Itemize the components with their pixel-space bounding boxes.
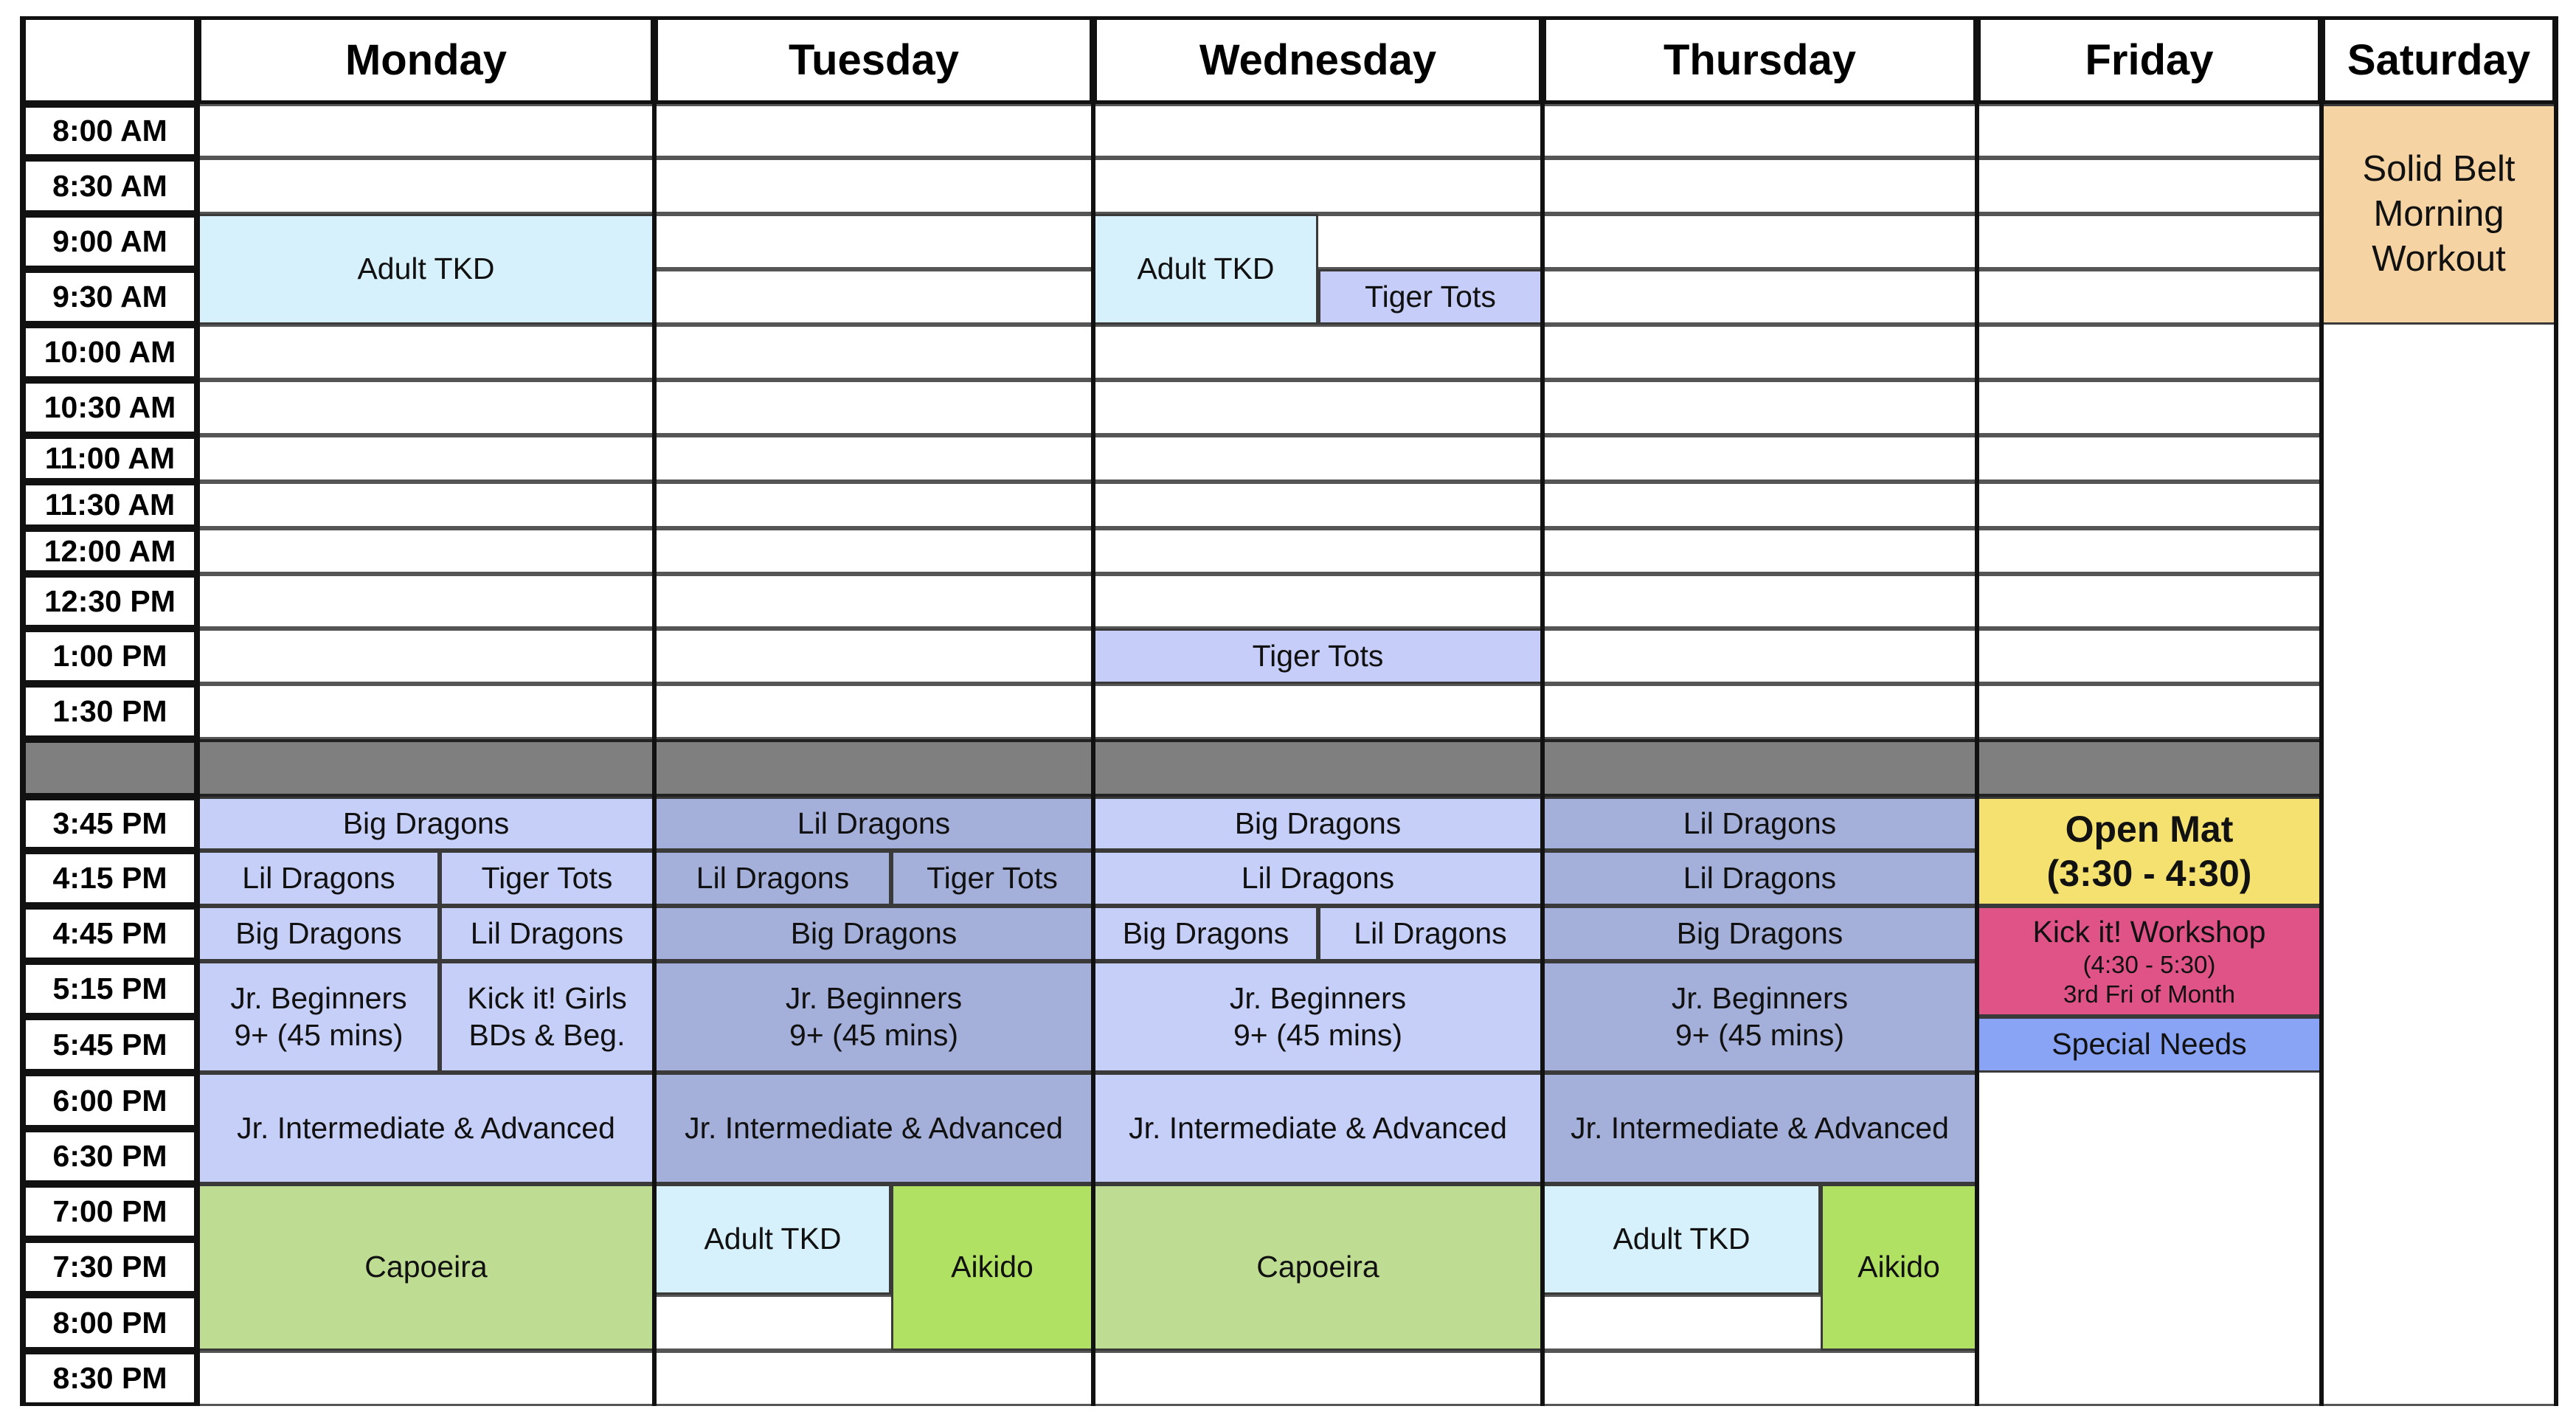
- day-name: Thursday: [1663, 36, 1857, 84]
- class-name-line: (3:30 - 4:30): [2046, 853, 2252, 894]
- friday-empty-evening: [1977, 1017, 2321, 1406]
- class-block-kick-it-girls-bds-beg[interactable]: [440, 961, 654, 1073]
- time-cell: [22, 1017, 198, 1073]
- grid-cell: [198, 684, 654, 739]
- time-label: 10:30 AM: [44, 390, 176, 424]
- class-block-big-dragons[interactable]: [654, 906, 1093, 961]
- time-cell: [22, 1239, 198, 1295]
- class-name-line: Jr. Beginners: [230, 981, 407, 1016]
- day-name: Monday: [344, 36, 508, 84]
- grid-cell: [1093, 435, 1543, 482]
- class-name-line: Lil Dragons: [797, 806, 951, 840]
- grid-cell: [1543, 158, 1977, 214]
- time-cell: [22, 906, 198, 961]
- time-label: 12:30 PM: [44, 584, 176, 618]
- class-block-tiger-tots[interactable]: [1318, 269, 1543, 325]
- class-name-line: Jr. Beginners: [785, 981, 963, 1016]
- class-name-line: Adult TKD: [357, 252, 495, 286]
- day-header-friday: [1977, 16, 2321, 104]
- class-name-line: Open Mat: [2065, 809, 2234, 850]
- class-block-jr-intermediate-advanced[interactable]: [198, 1073, 654, 1184]
- time-label: 5:45 PM: [52, 1027, 167, 1062]
- class-block-tiger-tots[interactable]: [440, 851, 654, 906]
- class-block-special-needs[interactable]: [1977, 1017, 2321, 1073]
- class-block-kick-it-workshop-4-30-5-30-3rd-fri-of-month[interactable]: [1977, 906, 2321, 1017]
- column-divider: [1091, 16, 1095, 1406]
- class-name-line: 9+ (45 mins): [1675, 1017, 1844, 1052]
- grid-cell: [1977, 435, 2321, 482]
- day-header-saturday: [2321, 16, 2556, 104]
- grid-cell: [654, 104, 1093, 158]
- grid-cell: [1093, 528, 1543, 574]
- class-name-line: Lil Dragons: [242, 860, 395, 895]
- grid-cell: [1093, 574, 1543, 629]
- grid-cell: [1093, 380, 1543, 435]
- class-block-adult-tkd[interactable]: [198, 214, 654, 325]
- grid-cell: [1977, 325, 2321, 380]
- class-block-big-dragons[interactable]: [1093, 906, 1318, 961]
- grid-cell: [1977, 684, 2321, 739]
- column-divider: [2319, 16, 2324, 1406]
- grid-cell: [1977, 104, 2321, 158]
- time-label: 8:00 PM: [52, 1305, 167, 1340]
- grid-cell: [1977, 214, 2321, 269]
- grid-cell: [654, 528, 1093, 574]
- grid-cell: [198, 380, 654, 435]
- time-cell: [22, 482, 198, 528]
- time-label: 12:00 AM: [44, 533, 176, 568]
- class-block-solid-belt-morning-workout[interactable]: [2321, 104, 2556, 325]
- day-header-thursday: [1543, 16, 1977, 104]
- class-name-line: Morning: [2373, 193, 2504, 234]
- grid-cell: [198, 435, 654, 482]
- class-name-line: 9+ (45 mins): [234, 1017, 404, 1052]
- class-name-line: Jr. Intermediate & Advanced: [1129, 1110, 1507, 1145]
- class-block-tiger-tots[interactable]: [1093, 629, 1543, 684]
- class-name-line: Special Needs: [2052, 1027, 2247, 1062]
- time-label: 1:00 PM: [52, 639, 167, 673]
- class-block-lil-dragons[interactable]: [1543, 851, 1977, 906]
- grid-cell: [1977, 482, 2321, 528]
- class-name-line: Jr. Beginners: [1671, 981, 1849, 1016]
- day-header-tuesday: [654, 16, 1093, 104]
- time-cell: [22, 528, 198, 574]
- time-cell: [22, 269, 198, 325]
- grid-cell: [654, 214, 1093, 269]
- time-cell: [22, 380, 198, 435]
- class-name-line: Kick it! Girls: [467, 981, 627, 1016]
- class-name-line: Tiger Tots: [1365, 279, 1496, 314]
- time-cell: [22, 1295, 198, 1351]
- time-label: 8:30 PM: [52, 1361, 167, 1395]
- time-cell: [22, 961, 198, 1017]
- class-block-jr-beginners-9-45-mins[interactable]: [654, 961, 1093, 1073]
- grid-cell: [654, 684, 1093, 739]
- class-block-open-mat-3-30-4-30[interactable]: [1977, 797, 2321, 906]
- day-header-monday: [198, 16, 654, 104]
- corner-cell: [22, 16, 198, 104]
- time-cell: [22, 574, 198, 629]
- class-block-big-dragons[interactable]: [198, 906, 440, 961]
- time-label: [26, 743, 194, 793]
- class-name-line: Tiger Tots: [927, 860, 1058, 895]
- grid-cell: [1093, 158, 1543, 214]
- class-block-big-dragons[interactable]: [198, 797, 654, 851]
- class-block-jr-beginners-9-45-mins[interactable]: [1543, 961, 1977, 1073]
- class-name-line: Lil Dragons: [1241, 860, 1395, 895]
- grid-cell: [654, 269, 1093, 325]
- time-cell: [22, 684, 198, 739]
- day-name: Friday: [2085, 36, 2214, 84]
- class-name-line: Aikido: [951, 1250, 1033, 1284]
- class-name-line: Tiger Tots: [1252, 638, 1384, 673]
- grid-cell: [1543, 482, 1977, 528]
- class-name-line: Kick it! Workshop: [2032, 914, 2266, 949]
- class-block-jr-beginners-9-45-mins[interactable]: [198, 961, 440, 1073]
- grid-cell: [1543, 435, 1977, 482]
- class-name-line: 9+ (45 mins): [789, 1017, 958, 1052]
- grid-cell: [1543, 380, 1977, 435]
- class-name-line: Workout: [2372, 239, 2506, 280]
- grid-cell: [1093, 482, 1543, 528]
- class-block-lil-dragons[interactable]: [1543, 797, 1977, 851]
- column-divider: [652, 16, 657, 1406]
- grid-cell: [1543, 269, 1977, 325]
- grid-cell: [1977, 574, 2321, 629]
- time-cell: [22, 1073, 198, 1129]
- class-block-aikido[interactable]: [1821, 1184, 1977, 1351]
- time-label: 3:45 PM: [52, 806, 167, 840]
- grid-cell: [1093, 325, 1543, 380]
- column-divider: [20, 16, 24, 1406]
- class-name-line: Lil Dragons: [1683, 806, 1837, 840]
- grid-cell: [198, 629, 654, 684]
- class-name-line: Lil Dragons: [1354, 915, 1507, 950]
- grid-cell: [1977, 380, 2321, 435]
- class-block-adult-tkd[interactable]: [1543, 1184, 1821, 1295]
- day-header-wednesday: [1093, 16, 1543, 104]
- class-block-adult-tkd[interactable]: [654, 1184, 891, 1295]
- class-block-big-dragons[interactable]: [1543, 906, 1977, 961]
- time-label: 6:00 PM: [52, 1083, 167, 1118]
- class-name-line: Capoeira: [364, 1250, 488, 1284]
- time-label: 9:00 AM: [52, 224, 167, 258]
- time-label: 7:00 PM: [52, 1194, 167, 1228]
- time-label: 7:30 PM: [52, 1250, 167, 1284]
- class-block-tiger-tots[interactable]: [891, 851, 1093, 906]
- grid-cell: [1543, 629, 1977, 684]
- grid-cell: [1543, 684, 1977, 739]
- class-block-lil-dragons[interactable]: [1093, 851, 1543, 906]
- class-name-line: Tiger Tots: [481, 860, 613, 895]
- grid-cell: [654, 325, 1093, 380]
- class-block-adult-tkd[interactable]: [1093, 214, 1318, 325]
- time-cell: [22, 1351, 198, 1406]
- grid-cell: [654, 1351, 1093, 1406]
- grid-cell: [1093, 104, 1543, 158]
- time-label: 8:00 AM: [52, 114, 167, 148]
- time-label: 4:45 PM: [52, 916, 167, 950]
- class-name-line: (4:30 - 5:30): [2082, 951, 2216, 978]
- class-block-capoeira[interactable]: [198, 1184, 654, 1351]
- grid-cell: [654, 435, 1093, 482]
- afternoon-break-bar: [198, 739, 2321, 797]
- time-cell: [22, 1184, 198, 1239]
- grid-cell: [198, 528, 654, 574]
- grid-cell: [1093, 684, 1543, 739]
- break-time-cell: [22, 739, 198, 797]
- time-cell: [22, 214, 198, 269]
- grid-cell: [654, 574, 1093, 629]
- class-block-lil-dragons[interactable]: [654, 851, 891, 906]
- class-name-line: Big Dragons: [790, 915, 958, 950]
- class-name-line: Jr. Intermediate & Advanced: [685, 1110, 1063, 1145]
- class-block-lil-dragons[interactable]: [440, 906, 654, 961]
- time-label: 4:15 PM: [52, 861, 167, 895]
- day-name: Tuesday: [788, 36, 959, 84]
- class-name-line: Big Dragons: [342, 806, 510, 840]
- grid-cell: [654, 380, 1093, 435]
- column-divider: [195, 16, 200, 1406]
- time-cell: [22, 104, 198, 158]
- class-block-capoeira[interactable]: [1093, 1184, 1543, 1351]
- class-name-line: 3rd Fri of Month: [2063, 980, 2235, 1008]
- grid-cell: [198, 158, 654, 214]
- class-name-line: 9+ (45 mins): [1233, 1017, 1402, 1052]
- grid-cell: [1543, 528, 1977, 574]
- grid-cell: [654, 158, 1093, 214]
- time-label: 8:30 AM: [52, 168, 167, 203]
- class-name-line: Big Dragons: [235, 915, 402, 950]
- class-name-line: Adult TKD: [704, 1222, 842, 1256]
- grid-cell: [1543, 214, 1977, 269]
- grid-cell: [1543, 574, 1977, 629]
- class-name-line: Solid Belt: [2362, 148, 2516, 189]
- class-name-line: Big Dragons: [1676, 915, 1843, 950]
- grid-cell: [1977, 269, 2321, 325]
- time-cell: [22, 435, 198, 482]
- grid-cell: [1543, 104, 1977, 158]
- class-name-line: Big Dragons: [1122, 915, 1289, 950]
- time-cell: [22, 851, 198, 906]
- column-divider: [1975, 16, 1979, 1406]
- column-divider: [1540, 16, 1545, 1406]
- grid-cell: [198, 325, 654, 380]
- time-label: 10:00 AM: [44, 335, 176, 369]
- class-block-big-dragons[interactable]: [1093, 797, 1543, 851]
- time-label: 9:30 AM: [52, 280, 167, 314]
- class-name-line: Big Dragons: [1234, 806, 1402, 840]
- grid-cell: [1977, 528, 2321, 574]
- time-label: 11:00 AM: [44, 441, 176, 475]
- time-cell: [22, 797, 198, 851]
- grid-cell: [198, 482, 654, 528]
- class-name-line: Aikido: [1857, 1250, 1940, 1284]
- column-divider: [2554, 16, 2558, 1406]
- day-name: Saturday: [2347, 36, 2531, 84]
- time-label: 5:15 PM: [52, 972, 167, 1005]
- grid-cell: [1543, 1351, 1977, 1406]
- class-block-lil-dragons[interactable]: [198, 851, 440, 906]
- class-name-line: Jr. Intermediate & Advanced: [1571, 1110, 1949, 1145]
- class-block-lil-dragons[interactable]: [654, 797, 1093, 851]
- time-cell: [22, 1129, 198, 1184]
- class-block-jr-intermediate-advanced[interactable]: [1093, 1073, 1543, 1184]
- class-block-jr-intermediate-advanced[interactable]: [1543, 1073, 1977, 1184]
- time-label: 11:30 AM: [44, 488, 176, 522]
- class-name-line: Capoeira: [1256, 1250, 1379, 1284]
- time-cell: [22, 629, 198, 684]
- grid-cell: [1093, 1351, 1543, 1406]
- class-name-line: Jr. Beginners: [1229, 981, 1407, 1016]
- grid-cell: [1543, 325, 1977, 380]
- grid-cell: [1977, 629, 2321, 684]
- class-name-line: Jr. Intermediate & Advanced: [237, 1110, 615, 1145]
- class-name-line: Lil Dragons: [1683, 860, 1837, 895]
- day-name: Wednesday: [1199, 36, 1437, 84]
- class-block-lil-dragons[interactable]: [1318, 906, 1543, 961]
- class-block-jr-beginners-9-45-mins[interactable]: [1093, 961, 1543, 1073]
- class-name-line: BDs & Beg.: [468, 1017, 626, 1052]
- class-name-line: Adult TKD: [1613, 1222, 1751, 1256]
- grid-cell: [654, 629, 1093, 684]
- grid-cell: [198, 104, 654, 158]
- grid-cell: [654, 482, 1093, 528]
- grid-cell: [1977, 158, 2321, 214]
- time-label: 6:30 PM: [52, 1139, 167, 1173]
- class-block-aikido[interactable]: [891, 1184, 1093, 1351]
- grid-cell: [198, 1351, 654, 1406]
- class-name-line: Adult TKD: [1137, 252, 1275, 286]
- class-name-line: Lil Dragons: [696, 860, 850, 895]
- time-cell: [22, 158, 198, 214]
- time-label: 1:30 PM: [52, 694, 167, 728]
- time-cell: [22, 325, 198, 380]
- class-name-line: Lil Dragons: [470, 915, 624, 950]
- grid-cell: [198, 574, 654, 629]
- class-block-jr-intermediate-advanced[interactable]: [654, 1073, 1093, 1184]
